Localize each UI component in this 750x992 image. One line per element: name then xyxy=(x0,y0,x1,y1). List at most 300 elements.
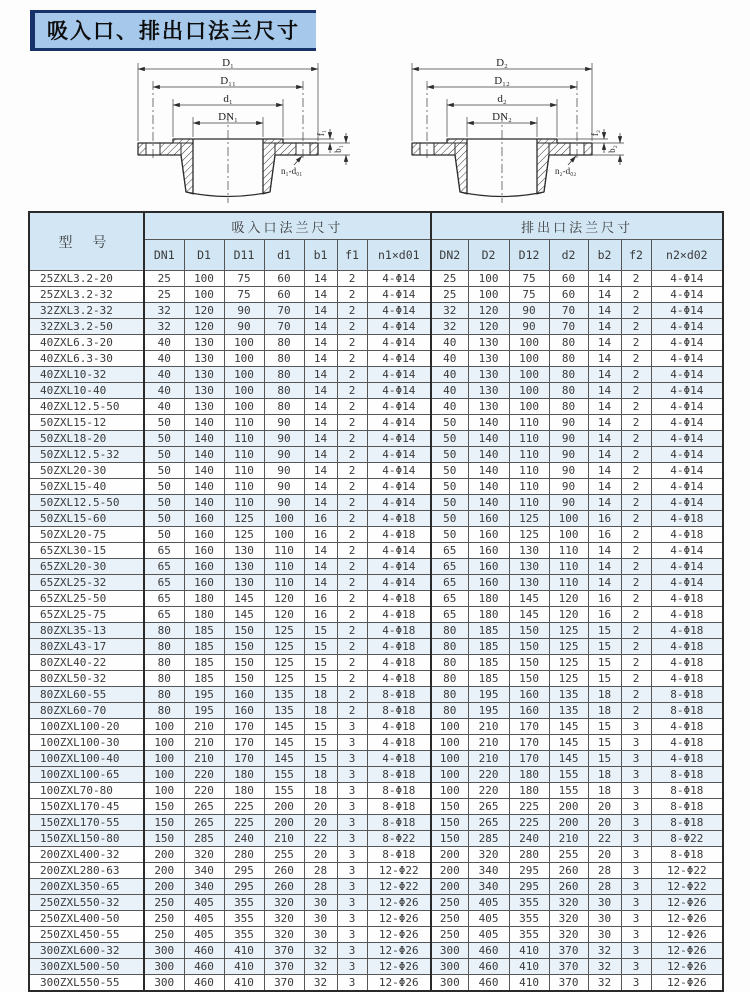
table-row xyxy=(29,815,723,831)
table-row xyxy=(29,735,723,751)
cell-D12: 130 xyxy=(509,543,549,559)
cell-D2: 130 xyxy=(468,335,509,351)
cell-b1: 14 xyxy=(304,447,337,463)
cell-n1xd01: 4-Φ14 xyxy=(367,559,431,575)
cell-f2: 2 xyxy=(621,607,651,623)
table-row xyxy=(29,831,723,847)
cell-b2: 18 xyxy=(588,767,621,783)
cell-b1: 15 xyxy=(304,623,337,639)
cell-f2: 3 xyxy=(621,719,651,735)
cell-d1: 80 xyxy=(264,399,304,415)
table-row xyxy=(29,431,723,447)
cell-n2xd02: 8-Φ18 xyxy=(651,687,723,703)
cell-DN2: 100 xyxy=(431,751,468,767)
cell-n1xd01: 4-Φ14 xyxy=(367,351,431,367)
cell-D1: 160 xyxy=(184,527,224,543)
cell-n2xd02: 4-Φ14 xyxy=(651,415,723,431)
cell-b2: 14 xyxy=(588,351,621,367)
cell-DN2: 50 xyxy=(431,431,468,447)
cell-D1: 180 xyxy=(184,607,224,623)
table-row xyxy=(29,863,723,879)
cell-D12: 110 xyxy=(509,479,549,495)
cell-f2: 2 xyxy=(621,527,651,543)
cell-f2: 2 xyxy=(621,463,651,479)
cell-D12: 100 xyxy=(509,383,549,399)
cell-n1xd01: 8-Φ18 xyxy=(367,799,431,815)
cell-n2xd02: 12-Φ22 xyxy=(651,863,723,879)
cell-n1xd01: 8-Φ22 xyxy=(367,831,431,847)
cell-model: 65ZXL25-50 xyxy=(29,591,144,607)
cell-f1: 2 xyxy=(337,575,367,591)
cell-model: 80ZXL60-55 xyxy=(29,687,144,703)
cell-d2: 80 xyxy=(549,335,588,351)
cell-D1: 100 xyxy=(184,287,224,303)
cell-n1xd01: 4-Φ14 xyxy=(367,367,431,383)
table-row xyxy=(29,351,723,367)
cell-D12: 110 xyxy=(509,495,549,511)
cell-d2: 125 xyxy=(549,671,588,687)
flange-drawings xyxy=(0,53,750,205)
cell-b2: 30 xyxy=(588,895,621,911)
cell-DN2: 65 xyxy=(431,591,468,607)
cell-n2xd02: 4-Φ14 xyxy=(651,447,723,463)
cell-f2: 3 xyxy=(621,831,651,847)
dim-label-f2: f₂ xyxy=(590,129,600,137)
cell-D2: 140 xyxy=(468,415,509,431)
cell-D2: 210 xyxy=(468,735,509,751)
cell-b1: 15 xyxy=(304,655,337,671)
cell-f2: 3 xyxy=(621,975,651,992)
cell-f2: 3 xyxy=(621,863,651,879)
cell-D11: 160 xyxy=(224,687,264,703)
cell-model: 100ZXL100-30 xyxy=(29,735,144,751)
table-row xyxy=(29,687,723,703)
table-row xyxy=(29,415,723,431)
cell-D1: 460 xyxy=(184,943,224,959)
cell-D1: 160 xyxy=(184,559,224,575)
cell-model: 80ZXL40-22 xyxy=(29,655,144,671)
cell-D12: 180 xyxy=(509,783,549,799)
cell-d1: 210 xyxy=(264,831,304,847)
cell-D2: 185 xyxy=(468,639,509,655)
cell-f1: 3 xyxy=(337,767,367,783)
cell-D12: 170 xyxy=(509,735,549,751)
cell-d2: 370 xyxy=(549,943,588,959)
cell-D12: 100 xyxy=(509,367,549,383)
cell-d1: 145 xyxy=(264,751,304,767)
cell-b2: 14 xyxy=(588,319,621,335)
cell-DN2: 200 xyxy=(431,847,468,863)
cell-d1: 125 xyxy=(264,623,304,639)
cell-n1xd01: 12-Φ26 xyxy=(367,959,431,975)
cell-f2: 2 xyxy=(621,367,651,383)
cell-DN1: 65 xyxy=(144,575,184,591)
col-header-b1: b1 xyxy=(304,240,337,271)
cell-D1: 140 xyxy=(184,415,224,431)
cell-DN2: 150 xyxy=(431,815,468,831)
cell-f2: 2 xyxy=(621,495,651,511)
cell-b1: 14 xyxy=(304,495,337,511)
cell-d2: 155 xyxy=(549,783,588,799)
model-column-header: 型 号 xyxy=(29,212,144,271)
cell-b1: 14 xyxy=(304,351,337,367)
flange-table-wrap xyxy=(28,211,722,992)
table-row xyxy=(29,335,723,351)
cell-d1: 80 xyxy=(264,351,304,367)
cell-model: 250ZXL550-32 xyxy=(29,895,144,911)
cell-DN2: 50 xyxy=(431,463,468,479)
cell-d2: 90 xyxy=(549,463,588,479)
cell-f1: 3 xyxy=(337,831,367,847)
cell-D11: 150 xyxy=(224,623,264,639)
cell-DN1: 40 xyxy=(144,383,184,399)
cell-d1: 125 xyxy=(264,655,304,671)
cell-DN2: 100 xyxy=(431,719,468,735)
cell-f1: 2 xyxy=(337,431,367,447)
cell-d2: 120 xyxy=(549,591,588,607)
cell-f1: 2 xyxy=(337,511,367,527)
cell-D12: 295 xyxy=(509,879,549,895)
table-row xyxy=(29,879,723,895)
cell-n2xd02: 4-Φ14 xyxy=(651,303,723,319)
col-header-d1: d1 xyxy=(264,240,304,271)
cell-D12: 225 xyxy=(509,799,549,815)
cell-DN1: 25 xyxy=(144,287,184,303)
table-row xyxy=(29,495,723,511)
cell-d1: 100 xyxy=(264,527,304,543)
cell-D11: 110 xyxy=(224,447,264,463)
cell-b2: 14 xyxy=(588,431,621,447)
cell-d2: 80 xyxy=(549,383,588,399)
cell-D11: 90 xyxy=(224,303,264,319)
cell-d2: 145 xyxy=(549,719,588,735)
cell-f2: 3 xyxy=(621,943,651,959)
cell-D12: 170 xyxy=(509,719,549,735)
cell-f2: 2 xyxy=(621,415,651,431)
dim-label-n1d01: n₁-d₀₁ xyxy=(281,166,303,176)
cell-D1: 220 xyxy=(184,783,224,799)
cell-DN1: 250 xyxy=(144,911,184,927)
cell-b1: 18 xyxy=(304,687,337,703)
cell-n2xd02: 8-Φ18 xyxy=(651,815,723,831)
cell-n1xd01: 4-Φ14 xyxy=(367,399,431,415)
cell-DN1: 100 xyxy=(144,783,184,799)
cell-D1: 265 xyxy=(184,815,224,831)
dim-label-D12: D₁₂ xyxy=(494,75,510,87)
col-header-b2: b2 xyxy=(588,240,621,271)
cell-f2: 2 xyxy=(621,351,651,367)
cell-DN1: 50 xyxy=(144,479,184,495)
cell-D11: 130 xyxy=(224,559,264,575)
discharge-flange-drawing xyxy=(412,57,624,203)
cell-D12: 150 xyxy=(509,639,549,655)
cell-DN1: 100 xyxy=(144,767,184,783)
cell-b2: 30 xyxy=(588,927,621,943)
cell-D11: 180 xyxy=(224,767,264,783)
cell-d1: 90 xyxy=(264,431,304,447)
cell-f1: 3 xyxy=(337,863,367,879)
cell-f1: 2 xyxy=(337,351,367,367)
table-row xyxy=(29,623,723,639)
cell-f1: 3 xyxy=(337,735,367,751)
cell-D1: 160 xyxy=(184,575,224,591)
cell-model: 50ZXL15-12 xyxy=(29,415,144,431)
cell-D1: 180 xyxy=(184,591,224,607)
cell-D11: 90 xyxy=(224,319,264,335)
cell-D2: 160 xyxy=(468,575,509,591)
cell-DN1: 50 xyxy=(144,415,184,431)
cell-DN2: 40 xyxy=(431,399,468,415)
cell-D2: 195 xyxy=(468,687,509,703)
cell-DN1: 50 xyxy=(144,463,184,479)
cell-d1: 370 xyxy=(264,975,304,992)
cell-b1: 15 xyxy=(304,751,337,767)
discharge-group-header: 排出口法兰尺寸 xyxy=(431,212,723,240)
cell-d2: 320 xyxy=(549,895,588,911)
cell-model: 300ZXL600-32 xyxy=(29,943,144,959)
cell-d1: 60 xyxy=(264,271,304,287)
cell-DN1: 200 xyxy=(144,863,184,879)
table-row xyxy=(29,639,723,655)
cell-DN1: 250 xyxy=(144,927,184,943)
cell-b2: 32 xyxy=(588,959,621,975)
cell-f1: 3 xyxy=(337,911,367,927)
cell-b2: 16 xyxy=(588,591,621,607)
cell-n2xd02: 4-Φ18 xyxy=(651,671,723,687)
cell-d1: 260 xyxy=(264,879,304,895)
cell-d1: 100 xyxy=(264,511,304,527)
cell-n1xd01: 4-Φ18 xyxy=(367,671,431,687)
cell-f1: 3 xyxy=(337,879,367,895)
cell-DN2: 40 xyxy=(431,335,468,351)
cell-d2: 60 xyxy=(549,271,588,287)
table-row xyxy=(29,607,723,623)
cell-f1: 2 xyxy=(337,687,367,703)
cell-D2: 140 xyxy=(468,479,509,495)
cell-n1xd01: 4-Φ14 xyxy=(367,543,431,559)
cell-D11: 170 xyxy=(224,751,264,767)
cell-model: 25ZXL3.2-20 xyxy=(29,271,144,287)
cell-b2: 16 xyxy=(588,607,621,623)
cell-model: 100ZXL70-80 xyxy=(29,783,144,799)
cell-D2: 100 xyxy=(468,271,509,287)
cell-d2: 155 xyxy=(549,767,588,783)
cell-d1: 125 xyxy=(264,671,304,687)
cell-f2: 2 xyxy=(621,511,651,527)
cell-b1: 20 xyxy=(304,847,337,863)
cell-D1: 210 xyxy=(184,719,224,735)
cell-D2: 130 xyxy=(468,351,509,367)
cell-f2: 2 xyxy=(621,383,651,399)
cell-b1: 14 xyxy=(304,543,337,559)
cell-D1: 195 xyxy=(184,687,224,703)
cell-DN2: 40 xyxy=(431,367,468,383)
cell-d1: 70 xyxy=(264,319,304,335)
dim-label-d2: d₂ xyxy=(497,93,507,105)
cell-D1: 140 xyxy=(184,447,224,463)
table-row xyxy=(29,575,723,591)
cell-d1: 110 xyxy=(264,543,304,559)
cell-DN2: 80 xyxy=(431,639,468,655)
cell-f2: 2 xyxy=(621,703,651,719)
cell-DN1: 80 xyxy=(144,687,184,703)
cell-DN2: 50 xyxy=(431,495,468,511)
cell-D1: 160 xyxy=(184,543,224,559)
dim-label-D11: D₁₁ xyxy=(220,75,236,87)
cell-b2: 32 xyxy=(588,975,621,992)
cell-n1xd01: 4-Φ14 xyxy=(367,463,431,479)
cell-n2xd02: 4-Φ18 xyxy=(651,751,723,767)
cell-n1xd01: 4-Φ18 xyxy=(367,527,431,543)
cell-d1: 260 xyxy=(264,863,304,879)
cell-D1: 100 xyxy=(184,271,224,287)
cell-n2xd02: 12-Φ26 xyxy=(651,911,723,927)
table-row xyxy=(29,527,723,543)
cell-b1: 15 xyxy=(304,671,337,687)
cell-f1: 2 xyxy=(337,671,367,687)
cell-D2: 160 xyxy=(468,559,509,575)
cell-b1: 16 xyxy=(304,511,337,527)
cell-D11: 410 xyxy=(224,943,264,959)
cell-b1: 14 xyxy=(304,335,337,351)
cell-DN2: 65 xyxy=(431,607,468,623)
cell-d2: 90 xyxy=(549,415,588,431)
cell-D11: 240 xyxy=(224,831,264,847)
cell-DN1: 100 xyxy=(144,751,184,767)
cell-f2: 2 xyxy=(621,303,651,319)
cell-n1xd01: 8-Φ18 xyxy=(367,687,431,703)
cell-D12: 280 xyxy=(509,847,549,863)
cell-d2: 100 xyxy=(549,511,588,527)
cell-DN1: 300 xyxy=(144,959,184,975)
cell-D12: 145 xyxy=(509,607,549,623)
table-row xyxy=(29,399,723,415)
cell-b2: 15 xyxy=(588,735,621,751)
cell-DN1: 25 xyxy=(144,271,184,287)
cell-d2: 255 xyxy=(549,847,588,863)
cell-DN2: 150 xyxy=(431,831,468,847)
cell-f1: 2 xyxy=(337,559,367,575)
cell-f1: 2 xyxy=(337,447,367,463)
cell-DN2: 40 xyxy=(431,351,468,367)
cell-D2: 460 xyxy=(468,959,509,975)
cell-d1: 135 xyxy=(264,687,304,703)
cell-D11: 150 xyxy=(224,671,264,687)
cell-d1: 90 xyxy=(264,463,304,479)
cell-D2: 160 xyxy=(468,511,509,527)
cell-model: 100ZXL100-40 xyxy=(29,751,144,767)
cell-D2: 100 xyxy=(468,287,509,303)
cell-n1xd01: 4-Φ14 xyxy=(367,383,431,399)
cell-d1: 200 xyxy=(264,815,304,831)
cell-D2: 265 xyxy=(468,799,509,815)
cell-d2: 260 xyxy=(549,863,588,879)
cell-b1: 14 xyxy=(304,415,337,431)
cell-D11: 130 xyxy=(224,543,264,559)
cell-D1: 460 xyxy=(184,959,224,975)
table-row xyxy=(29,655,723,671)
cell-d2: 60 xyxy=(549,287,588,303)
cell-b1: 16 xyxy=(304,527,337,543)
cell-D1: 140 xyxy=(184,463,224,479)
cell-b2: 14 xyxy=(588,463,621,479)
cell-b2: 15 xyxy=(588,671,621,687)
cell-f2: 2 xyxy=(621,575,651,591)
col-header-d12: D12 xyxy=(509,240,549,271)
cell-f2: 2 xyxy=(621,335,651,351)
cell-D1: 265 xyxy=(184,799,224,815)
cell-f1: 3 xyxy=(337,719,367,735)
cell-f2: 2 xyxy=(621,655,651,671)
cell-DN2: 50 xyxy=(431,415,468,431)
cell-D11: 75 xyxy=(224,287,264,303)
cell-DN2: 300 xyxy=(431,959,468,975)
cell-D11: 145 xyxy=(224,607,264,623)
cell-D12: 160 xyxy=(509,703,549,719)
cell-model: 200ZXL400-32 xyxy=(29,847,144,863)
cell-b1: 14 xyxy=(304,319,337,335)
cell-b1: 14 xyxy=(304,399,337,415)
cell-D1: 285 xyxy=(184,831,224,847)
cell-D11: 170 xyxy=(224,735,264,751)
cell-DN1: 65 xyxy=(144,543,184,559)
cell-f2: 3 xyxy=(621,783,651,799)
cell-f2: 2 xyxy=(621,399,651,415)
cell-model: 40ZXL10-32 xyxy=(29,367,144,383)
cell-d1: 110 xyxy=(264,575,304,591)
cell-b1: 14 xyxy=(304,559,337,575)
cell-DN1: 200 xyxy=(144,879,184,895)
cell-D12: 75 xyxy=(509,287,549,303)
cell-D11: 100 xyxy=(224,351,264,367)
cell-D2: 460 xyxy=(468,975,509,992)
cell-n1xd01: 4-Φ18 xyxy=(367,607,431,623)
cell-DN1: 80 xyxy=(144,671,184,687)
table-row xyxy=(29,783,723,799)
cell-D12: 410 xyxy=(509,975,549,992)
cell-n1xd01: 12-Φ22 xyxy=(367,879,431,895)
cell-DN1: 40 xyxy=(144,351,184,367)
cell-f1: 2 xyxy=(337,543,367,559)
cell-D12: 125 xyxy=(509,527,549,543)
cell-f1: 3 xyxy=(337,975,367,992)
cell-model: 80ZXL50-32 xyxy=(29,671,144,687)
cell-f2: 2 xyxy=(621,431,651,447)
cell-b2: 22 xyxy=(588,831,621,847)
cell-model: 50ZXL15-40 xyxy=(29,479,144,495)
cell-f2: 2 xyxy=(621,687,651,703)
cell-model: 250ZXL450-55 xyxy=(29,927,144,943)
cell-model: 65ZXL20-30 xyxy=(29,559,144,575)
cell-DN1: 300 xyxy=(144,943,184,959)
cell-d2: 90 xyxy=(549,479,588,495)
table-row xyxy=(29,447,723,463)
cell-D1: 140 xyxy=(184,431,224,447)
cell-n2xd02: 8-Φ18 xyxy=(651,799,723,815)
cell-D2: 320 xyxy=(468,847,509,863)
cell-n2xd02: 4-Φ18 xyxy=(651,607,723,623)
cell-D1: 130 xyxy=(184,383,224,399)
cell-D2: 180 xyxy=(468,591,509,607)
cell-d2: 80 xyxy=(549,399,588,415)
dim-label-D2: D₂ xyxy=(496,57,508,69)
cell-model: 50ZXL20-30 xyxy=(29,463,144,479)
cell-D12: 110 xyxy=(509,431,549,447)
cell-D12: 100 xyxy=(509,335,549,351)
cell-b2: 14 xyxy=(588,543,621,559)
col-header-dn2: DN2 xyxy=(431,240,468,271)
cell-d1: 370 xyxy=(264,943,304,959)
